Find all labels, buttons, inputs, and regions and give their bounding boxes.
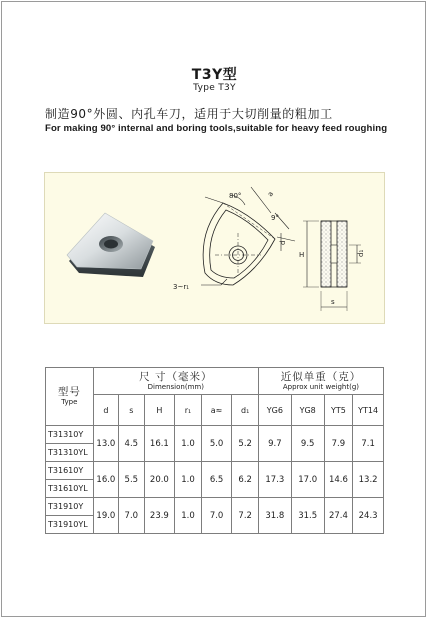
value-cell: 19.0: [93, 498, 118, 534]
value-cell: 17.0: [291, 462, 324, 498]
value-cell: 14.6: [324, 462, 353, 498]
radius-label: 3~r₁: [173, 283, 190, 291]
insert-photo: [67, 213, 155, 277]
table-row: [46, 498, 384, 516]
value-cell: 4.5: [119, 426, 144, 462]
column-header: YG6: [258, 395, 291, 426]
type-header-cell: [46, 368, 94, 426]
value-cell: 16.1: [144, 426, 175, 462]
value-cell: 7.2: [232, 498, 258, 534]
value-cell: 23.9: [144, 498, 175, 534]
angle-label: 80°: [229, 192, 242, 200]
dim-s-label: s: [331, 298, 335, 306]
dim-H-label: H: [299, 251, 305, 259]
value-cell: 7.9: [324, 426, 353, 462]
value-cell: 7.0: [119, 498, 144, 534]
relief-angle-label: 9°: [271, 214, 279, 222]
description-english: For making 90° internal and boring tools,suitable for heavy feed roughing: [45, 123, 388, 134]
column-header: d₁: [232, 395, 258, 426]
value-cell: 1.0: [175, 462, 201, 498]
dim-d1-label: d₁: [357, 249, 365, 257]
value-cell: 16.0: [93, 462, 118, 498]
insert-top-view: [201, 187, 295, 285]
dimension-header-cell: [93, 368, 258, 395]
type-cell: T31910Y: [46, 498, 94, 516]
weight-header: 近似单重（克）: [280, 370, 362, 383]
value-cell: 24.3: [353, 498, 384, 534]
weight-header-en: Approx unit weight(g): [282, 382, 360, 391]
value-cell: 6.2: [232, 462, 258, 498]
page-title: T3Y型: [191, 67, 238, 83]
table-header-row: [46, 368, 384, 395]
dimension-header-en: Dimension(mm): [147, 382, 204, 391]
insert-figure-panel: [44, 172, 385, 324]
page-subtitle: Type T3Y: [193, 83, 236, 93]
value-cell: 7.0: [201, 498, 232, 534]
value-cell: 27.4: [324, 498, 353, 534]
value-cell: 9.7: [258, 426, 291, 462]
value-cell: 1.0: [175, 426, 201, 462]
value-cell: 31.5: [291, 498, 324, 534]
type-header: 型号: [57, 386, 81, 398]
value-cell: 6.5: [201, 462, 232, 498]
column-header: YG8: [291, 395, 324, 426]
column-header: a≈: [201, 395, 232, 426]
value-cell: 7.1: [353, 426, 384, 462]
description-chinese: 制造90°外圆、内孔车刀，适用于大切削量的粗加工: [45, 107, 333, 121]
type-cell: T31310Y: [46, 426, 94, 444]
type-cell: T31610YL: [46, 480, 94, 498]
table-row: [46, 462, 384, 480]
value-cell: 5.2: [232, 426, 258, 462]
type-cell: T31310YL: [46, 444, 94, 462]
value-cell: 31.8: [258, 498, 291, 534]
column-header: YT14: [353, 395, 384, 426]
column-header: r₁: [175, 395, 201, 426]
value-cell: 20.0: [144, 462, 175, 498]
insert-drawing: [45, 173, 386, 325]
column-header: s: [119, 395, 144, 426]
type-header-en: Type: [61, 398, 78, 406]
dim-d-label: d: [279, 240, 287, 245]
dimension-header: 尺 寸（毫米）: [139, 370, 213, 383]
type-cell: T31910YL: [46, 516, 94, 534]
column-header: H: [144, 395, 175, 426]
dim-a-label: a: [266, 190, 276, 199]
value-cell: 5.0: [201, 426, 232, 462]
type-cell: T31610Y: [46, 462, 94, 480]
spec-table: [45, 367, 384, 534]
column-header: YT5: [324, 395, 353, 426]
value-cell: 13.0: [93, 426, 118, 462]
value-cell: 17.3: [258, 462, 291, 498]
weight-header-cell: [258, 368, 383, 395]
value-cell: 9.5: [291, 426, 324, 462]
column-header: d: [93, 395, 118, 426]
value-cell: 5.5: [119, 462, 144, 498]
value-cell: 1.0: [175, 498, 201, 534]
column-header-row: [46, 395, 384, 426]
table-row: [46, 426, 384, 444]
value-cell: 13.2: [353, 462, 384, 498]
